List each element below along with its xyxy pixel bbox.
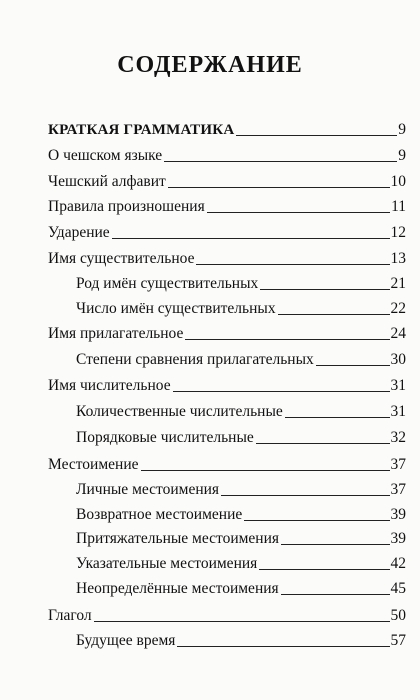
toc-entry [48,250,406,268]
toc-entry-page: 37 [390,456,406,473]
toc-entry-page: 10 [390,173,406,190]
toc-entry-page: 9 [398,121,406,138]
toc-entry-title: Имя прилагательное [48,325,184,342]
toc-entry-title: Неопределённые местоимения [76,580,279,597]
toc-entry-title: Будущее время [76,632,176,649]
toc-entry-page: 37 [390,481,406,498]
toc-entry-leader [316,365,390,366]
toc-entry-page: 32 [390,429,406,446]
toc-entry-page: 39 [390,506,406,523]
toc-entry [48,198,406,216]
toc-entry-leader [236,135,397,136]
toc-entry-page: 31 [390,403,406,420]
toc-entry [76,300,406,318]
toc-entry-page: 30 [390,351,406,368]
toc-entry-page: 45 [390,580,406,597]
toc-entry-leader [177,646,389,647]
toc-entry-leader [281,544,389,545]
toc-entry-leader [259,569,389,570]
toc-entry-leader [112,238,390,239]
toc-entry [48,147,406,165]
toc-entry-title: Личные местоимения [76,481,220,498]
toc-entry-title: Имя числительное [48,377,171,394]
toc-entry-title: Притяжательные местоимения [76,530,280,547]
toc-entry-page: 24 [390,325,406,342]
toc-entry-leader [278,314,390,315]
toc-entry-page: 22 [390,300,406,317]
toc-entry-title: Степени сравнения прилагательных [76,351,314,368]
toc-entry [76,555,406,573]
toc-entry-title: Число имён существительных [76,300,276,317]
toc-entry-title: Порядковые числительные [76,429,254,446]
toc-entry [76,580,406,598]
toc-entry [48,456,406,474]
toc-entry-page: 9 [398,147,406,164]
toc-entry [76,632,406,650]
toc-entry [48,325,406,343]
toc-entry [76,506,406,524]
toc-entry-title: Род имён существительных [76,275,259,292]
toc-entry-leader [141,470,390,471]
toc-entry-page: 42 [390,555,406,572]
toc-entry [48,377,406,395]
toc-entry-leader [196,264,389,265]
toc-entry-leader [221,495,389,496]
toc-entry-page: 39 [390,530,406,547]
toc-entry [48,224,406,242]
toc-entry-title: Глагол [48,607,92,624]
toc-entry-title: КРАТКАЯ ГРАММАТИКА [48,122,235,138]
toc-entry-leader [260,289,389,290]
toc-entry-page: 50 [390,607,406,624]
toc-entry-page: 57 [390,632,406,649]
toc-entry-leader [185,339,389,340]
toc-entry-title: Количественные числительные [76,403,283,420]
toc-entry-title: Правила произношения [48,198,205,215]
toc-entry [76,481,406,499]
toc-entry [48,121,406,139]
toc-entry-leader [256,443,390,444]
toc-entry-title: Чешский алфавит [48,173,166,190]
toc-entry-title: Возвратное местоимение [76,506,243,523]
toc-entry-title: Указательные местоимения [76,555,258,572]
toc-entry-leader [281,594,390,595]
toc-entry-leader [94,621,390,622]
toc-entry [48,173,406,191]
toc-entry [76,429,406,447]
toc-entry [76,351,406,369]
toc-entry-title: Ударение [48,224,110,241]
page-title: СОДЕРЖАНИЕ [117,52,303,78]
toc-entry-leader [285,417,390,418]
toc-entry-page: 31 [390,377,406,394]
toc-entry-title: О чешском языке [48,147,163,164]
toc-entry [76,403,406,421]
toc-entry [48,607,406,625]
toc-entry-title: Имя существительное [48,250,195,267]
toc-entry-leader [173,391,390,392]
toc-entry-page: 21 [390,275,406,292]
toc-entry-page: 11 [391,198,406,215]
toc-entry-leader [168,187,390,188]
toc-entry-page: 12 [390,224,406,241]
toc-entry-leader [207,212,390,213]
toc-entry-title: Местоимение [48,456,139,473]
toc-entry [76,275,406,293]
toc-entry-leader [164,161,397,162]
toc-entry-leader [244,520,389,521]
toc-entry-page: 13 [390,250,406,267]
toc-entry [76,530,406,548]
